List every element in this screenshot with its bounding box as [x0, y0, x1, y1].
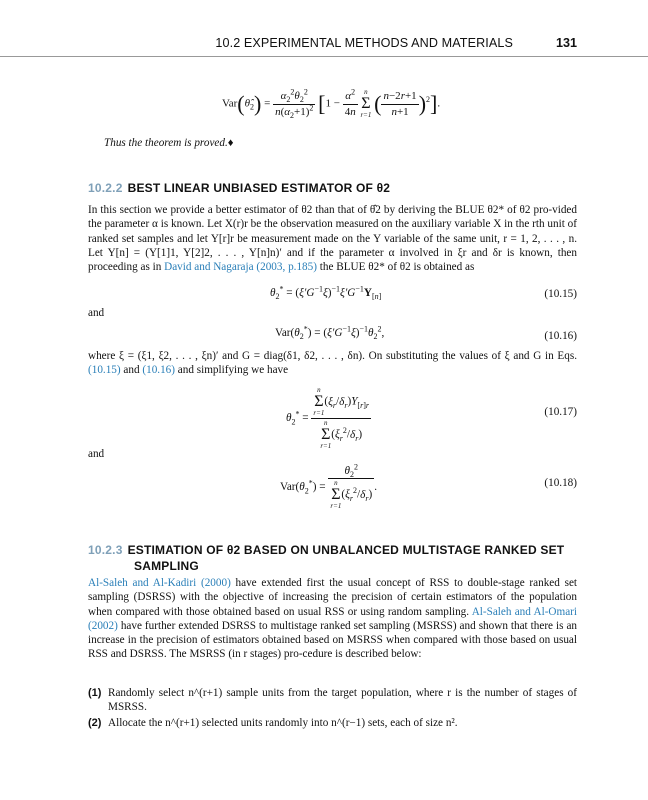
list-item-label: (2): [88, 716, 102, 729]
running-header: [88, 36, 577, 52]
equation-number-10-16: (10.16): [544, 330, 577, 342]
section-number: 10.2.3: [88, 543, 123, 557]
paragraph-text: the BLUE θ2* of θ2 is obtained as: [319, 261, 475, 274]
section-title-line2: SAMPLING: [134, 559, 199, 573]
running-header-title: 10.2 EXPERIMENTAL METHODS AND MATERIALS: [215, 36, 513, 50]
paragraph-text: have further extended DSRSS to multistage ranked set sampling (MSRSS) and shown that there is an increase in the precision of estimators obtained based on MSRSS when compared with those based on usual RSS and DSRSS. The MSRSS (in r stages) pro-cedure is described below:: [88, 619, 578, 661]
section-heading-10-2-3: [88, 542, 564, 574]
page-number: 131: [555, 36, 577, 50]
equation-link-10-15[interactable]: (10.15): [88, 364, 121, 377]
paragraph-text: In this section we provide a better estimator of θ2 than that of θ̂2 by deriving the BLUE θ2* of θ2 pro-vided the parameter α is known. Let X(r)r be the observation measured on the auxiliary variable X in the rth unit of ranked set samples and let Y[r]r be measurement made on the Y variable of the same unit, r = 1, 2, . . . , n. Let Y[n] = (Y[1]1, Y[2]2, . . . , Y[n]n)′ and if the parameter α involved in ξr and δr is known, then proceeding as in: [88, 204, 577, 274]
paragraph-text: where ξ = (ξ1, ξ2, . . . , ξn)′ and G = diag(δ1, δ2, . . . , δn). On substituting the values of ξ and G in Eqs.: [88, 350, 577, 362]
and-text: and: [88, 307, 105, 319]
procedure-list: [88, 686, 577, 730]
section-title: BEST LINEAR UNBIASED ESTIMATOR OF θ2: [127, 181, 391, 195]
paragraph-text: and: [123, 364, 140, 377]
equation-number-10-15: (10.15): [544, 288, 577, 300]
equation-number-10-18: (10.18): [544, 477, 577, 489]
list-item-text: Randomly select n^(r+1) sample units from the target population, where r is the number of stages of MSRSS.: [108, 687, 577, 714]
header-rule: [0, 56, 648, 57]
equation-10-15: $\theta_2^* = (\xi'G^{-1}\xi)^{-1}\xi'G^{-1}Y_{[n]}$: [270, 284, 382, 302]
section-title: ESTIMATION OF θ2 BASED ON UNBALANCED MULTISTAGE RANKED SET: [127, 543, 565, 557]
equation-10-16: $Var(\theta_2^*) = (\xi'G^{-1}\xi)^{-1}\theta_2^2$,: [275, 324, 385, 342]
equation-number-10-17: (10.17): [544, 406, 577, 418]
list-item: [88, 686, 577, 715]
section-heading-10-2-2: [88, 181, 390, 195]
theorem-end-text: Thus the theorem is proved.♦: [104, 137, 234, 149]
equation-10-17: $\theta_2^*$ = n Σ r=1 $(\xi_r/\delta_r)Y_{[r]r}$ n Σ r=1 $(\xi_r^2/\delta_r)$: [286, 386, 370, 450]
list-item: [88, 716, 577, 730]
equation-var-theta2-hat: $Var(\thetâ_2)$ = $\frac{\alpha_2^2\theta_2^2}{n(\alpha_2+1)^2}$ [1 − $\frac{\alpha^2}{4n}$ n Σ r=1 ( $\frac{n-2r+1}{n+1}$ )$^2$].: [222, 87, 441, 120]
paragraph-blue: [88, 203, 577, 274]
paragraph-substitution: [88, 349, 577, 378]
equation-link-10-16[interactable]: (10.16): [142, 364, 175, 377]
paragraph-text: and simplifying we have: [177, 364, 289, 377]
list-item-label: (1): [88, 687, 102, 699]
paragraph-msrss: [88, 576, 577, 662]
section-number: 10.2.2: [88, 181, 123, 195]
citation-link-david-nagaraja[interactable]: David and Nagaraja (2003, p.185): [164, 261, 317, 274]
citation-link-al-saleh-al-kadiri[interactable]: Al-Saleh and Al-Kadiri (2000): [88, 577, 231, 589]
list-item-text: Allocate the n^(r+1) selected units randomly into n^(r−1) sets, each of size n².: [108, 716, 458, 729]
citation-link-al-saleh-al-omari[interactable]: Al-Saleh and Al-Omari (2002): [88, 605, 577, 632]
equation-10-18: $Var(\theta_2^*)$ = $\theta_2^2$ n Σ r=1 $(\xi_r^2/\delta_r)$ .: [280, 462, 377, 511]
paragraph-text: have extended first the usual concept of RSS to double-stage ranked set sampling (DSRSS) with the objective of increasing the precision of certain estimators of the population when compared with those obtained based on usual RSS or using random sampling.: [88, 577, 578, 618]
and-text: and: [88, 448, 105, 460]
